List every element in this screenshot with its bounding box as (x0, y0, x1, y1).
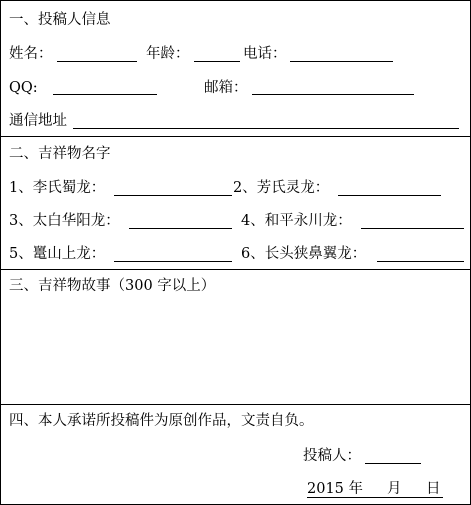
mascot-name-label: 6、长头狭鼻翼龙： (241, 246, 367, 262)
mascot-name-label: 2、芳氏灵龙： (233, 180, 330, 196)
divider (1, 136, 470, 137)
mascot-name-field[interactable] (338, 195, 441, 196)
address-label: 通信地址 (9, 113, 67, 129)
mascot-name-label: 1、李氏蜀龙： (9, 180, 106, 196)
divider (1, 404, 470, 405)
date-month: 月 (387, 481, 402, 497)
story-area[interactable] (1, 297, 470, 403)
commitment-statement: 四、本人承诺所投稿件为原创作品，文责自负。 (9, 413, 314, 429)
mascot-name-field[interactable] (361, 228, 464, 229)
mascot-name-field[interactable] (114, 261, 232, 262)
mascot-name-label: 5、鼍山上龙： (9, 246, 106, 262)
submitter-label: 投稿人： (303, 448, 361, 464)
address-field[interactable] (73, 128, 459, 129)
qq-field[interactable] (53, 94, 157, 95)
qq-label: QQ: (9, 80, 38, 96)
phone-field[interactable] (290, 61, 393, 62)
phone-label: 电话： (243, 46, 287, 62)
name-label: 姓名： (9, 46, 53, 62)
email-field[interactable] (252, 94, 414, 95)
date-underline (307, 497, 443, 498)
date-year: 2015 年 (307, 481, 364, 497)
section3-heading: 三、吉祥物故事（300 字以上） (9, 278, 216, 294)
submitter-signature-field[interactable] (365, 463, 421, 464)
section1-heading: 一、投稿人信息 (9, 12, 111, 28)
date-day: 日 (426, 481, 441, 497)
mascot-name-field[interactable] (377, 261, 464, 262)
section2-heading: 二、吉祥物名字 (9, 146, 111, 162)
mascot-name-label: 3、太白华阳龙： (9, 213, 120, 229)
age-field[interactable] (194, 61, 240, 62)
mascot-name-field[interactable] (129, 228, 232, 229)
email-label: 邮箱： (204, 80, 248, 96)
name-field[interactable] (57, 61, 137, 62)
age-label: 年龄： (146, 46, 190, 62)
mascot-name-label: 4、和平永川龙： (241, 213, 352, 229)
divider (1, 269, 470, 270)
mascot-name-field[interactable] (114, 195, 232, 196)
